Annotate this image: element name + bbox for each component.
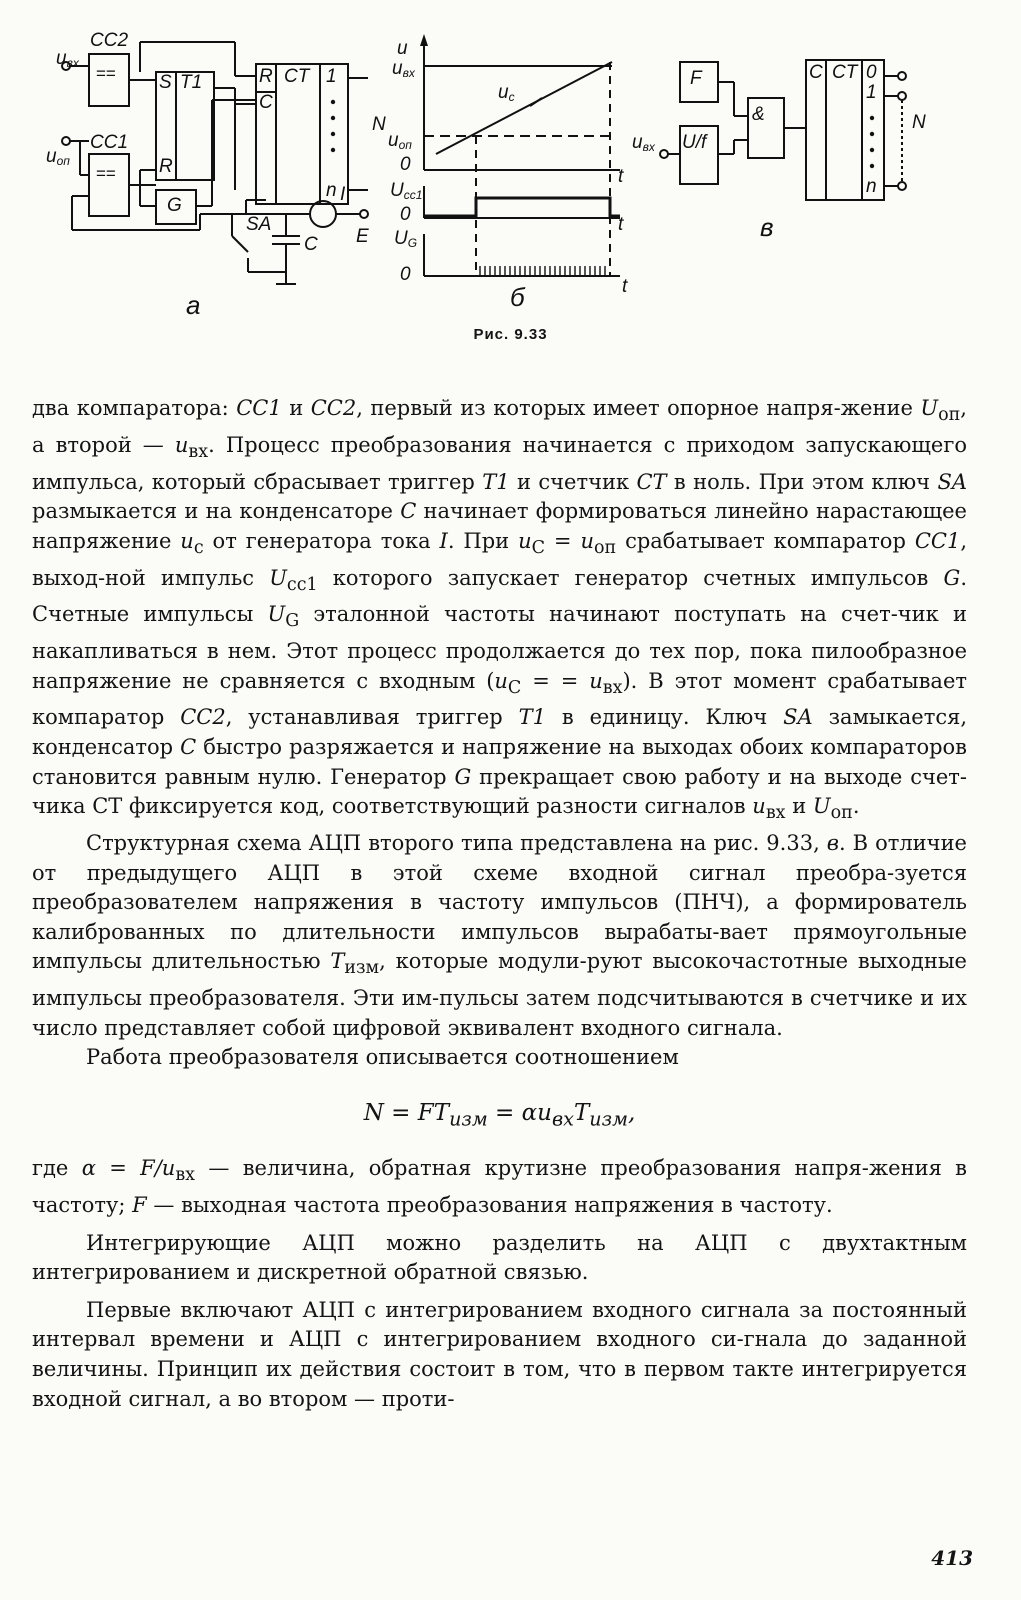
b-u-ref: $u_{оп}$ <box>388 130 412 152</box>
a-n-out: N <box>372 114 386 135</box>
c-u-in: $u_{вх}$ <box>632 132 655 154</box>
paragraph-4: где $\alpha = F/u_{вх}$ — величина, обратная крутизне преобразования напря-жения в частоту; F — выходная частота преобразования напряжения в частоту. <box>32 1156 967 1217</box>
a-cc1-symbol: == <box>96 164 116 183</box>
paragraph-6: Первые включают АЦП с интегрированием входного сигнала за постоянный интервал времени и АЦП с интегрированием входного си-гнала до заданной величины. Принцип их действия состоит в том, что в первом такте интегрируется входной сигнал, а во втором — проти- <box>32 1297 967 1411</box>
paragraph-5: Интегрирующие АЦП можно разделить на АЦП с двухтактным интегрированием и дискретной обратной связью. <box>32 1230 967 1285</box>
sub-label-a: а <box>186 290 201 320</box>
formula: $N = FT_{изм} = \alpha u_{вх}T_{изм}$, <box>363 1099 636 1131</box>
a-counter-c: C <box>259 92 273 113</box>
a-switch-label: SA <box>246 214 272 235</box>
paragraph-3: Работа преобразователя описывается соотношением <box>86 1045 679 1070</box>
c-out-1: 1 <box>866 82 877 103</box>
a-gen-label: G <box>167 195 182 216</box>
b-zero-2: 0 <box>400 204 411 225</box>
b-t-3: t <box>622 276 628 297</box>
a-cc2-symbol: == <box>96 64 116 83</box>
paragraph-1: два компаратора: CC1 и CC2, первый из которых имеет опорное напря-жение $U_{оп}$, а второй — $u_{вх}$. Процесс преобразования начинается с приходом запускающего импульса, который сбрасывает триггер T1 и счетчик CT в ноль. При этом ключ SA размыкается и на конденсаторе C начинает формироваться линейно нарастающее напряжение $u_c$ от генератора тока I. При $u_C = u_{оп}$ срабатывает компаратор CC1, выход-ной импульс $U_{cc1}$ которого запускает генератор счетных импульсов G. Счетные импульсы $U_G$ эталонной частоты начинают поступать на счет-чик и накапливаться в нем. Этот процесс продолжается до тех пор, пока пилообразное напряжение не сравняется с входным ($u_C$ = = $u_{вх}$). В этот момент срабатывает компаратор CC2, устанавливая триггер T1 в единицу. Ключ SA замыкается, конденсатор C быстро разряжается и напряжение на выходах обоих компараторов становится равным нулю. Генератор G прекращает свою работу и на выходе счет-чика СТ фиксируется код, соответствующий разности сигналов $u_{вх}$ и $U_{оп}$. <box>32 396 968 824</box>
page-number: 413 <box>931 1546 973 1570</box>
c-out-0: 0 <box>866 62 877 83</box>
figure-9-33 <box>0 0 1021 340</box>
a-counter-r: R <box>259 66 273 87</box>
b-ug: $U_G$ <box>394 228 418 250</box>
b-t-1: t <box>618 166 624 187</box>
a-trigger-r: R <box>159 156 173 177</box>
a-counter-1: 1 <box>326 66 337 87</box>
ug-pulses <box>480 266 605 276</box>
a-supply-label: E <box>356 226 369 247</box>
b-t-2: t <box>618 214 624 235</box>
a-u-in-label: $u_{вх}$ <box>56 48 79 70</box>
c-f-block: F <box>690 68 702 89</box>
paragraph-2: Структурная схема АЦП второго типа представлена на рис. 9.33, в. В отличие от предыдущего АЦП в этой схеме входной сигнал преобра-зуется преобразователем напряжения в частоту импульсов (ПНЧ), а формирователь калиброванных по длительности импульсов вырабаты-вает прямоугольные импульсы длительностью $T_{изм}$, которые модули-руют высокочастотные выходные импульсы преобразователя. Эти им-пульсы затем подсчитываются в счетчике и их число представляет собой цифровой эквивалент входного сигнала. <box>32 831 967 1040</box>
a-trigger-name: T1 <box>180 72 203 93</box>
b-zero-3: 0 <box>400 264 411 285</box>
c-out-n: n <box>866 176 877 197</box>
figure-caption: Рис. 9.33 <box>473 326 548 343</box>
b-u-axis: u <box>397 38 408 59</box>
c-n-out: N <box>912 112 926 133</box>
a-cc1-label: CC1 <box>90 132 129 153</box>
c-uf-block: U/f <box>682 132 707 153</box>
sub-label-b: б <box>510 282 525 312</box>
a-u-ref-label: $u_{оп}$ <box>46 146 70 168</box>
b-uc: $u_c$ <box>498 82 515 104</box>
a-cc2-label: CC2 <box>90 30 129 51</box>
a-current-label: I <box>340 184 346 205</box>
a-counter-n: n <box>326 180 337 201</box>
body-text <box>32 394 967 1414</box>
c-counter-name: CT <box>832 62 858 83</box>
a-counter-name: CT <box>284 66 310 87</box>
a-capacitor-label: C <box>304 234 318 255</box>
sub-label-c: в <box>760 212 774 242</box>
c-counter-c: C <box>809 62 823 83</box>
b-ucc1: $U_{cc1}$ <box>390 180 423 202</box>
c-and-block: & <box>752 104 765 125</box>
a-trigger-s: S <box>159 72 172 93</box>
b-u-in: $u_{вх}$ <box>392 58 415 80</box>
b-zero-1: 0 <box>400 154 411 175</box>
